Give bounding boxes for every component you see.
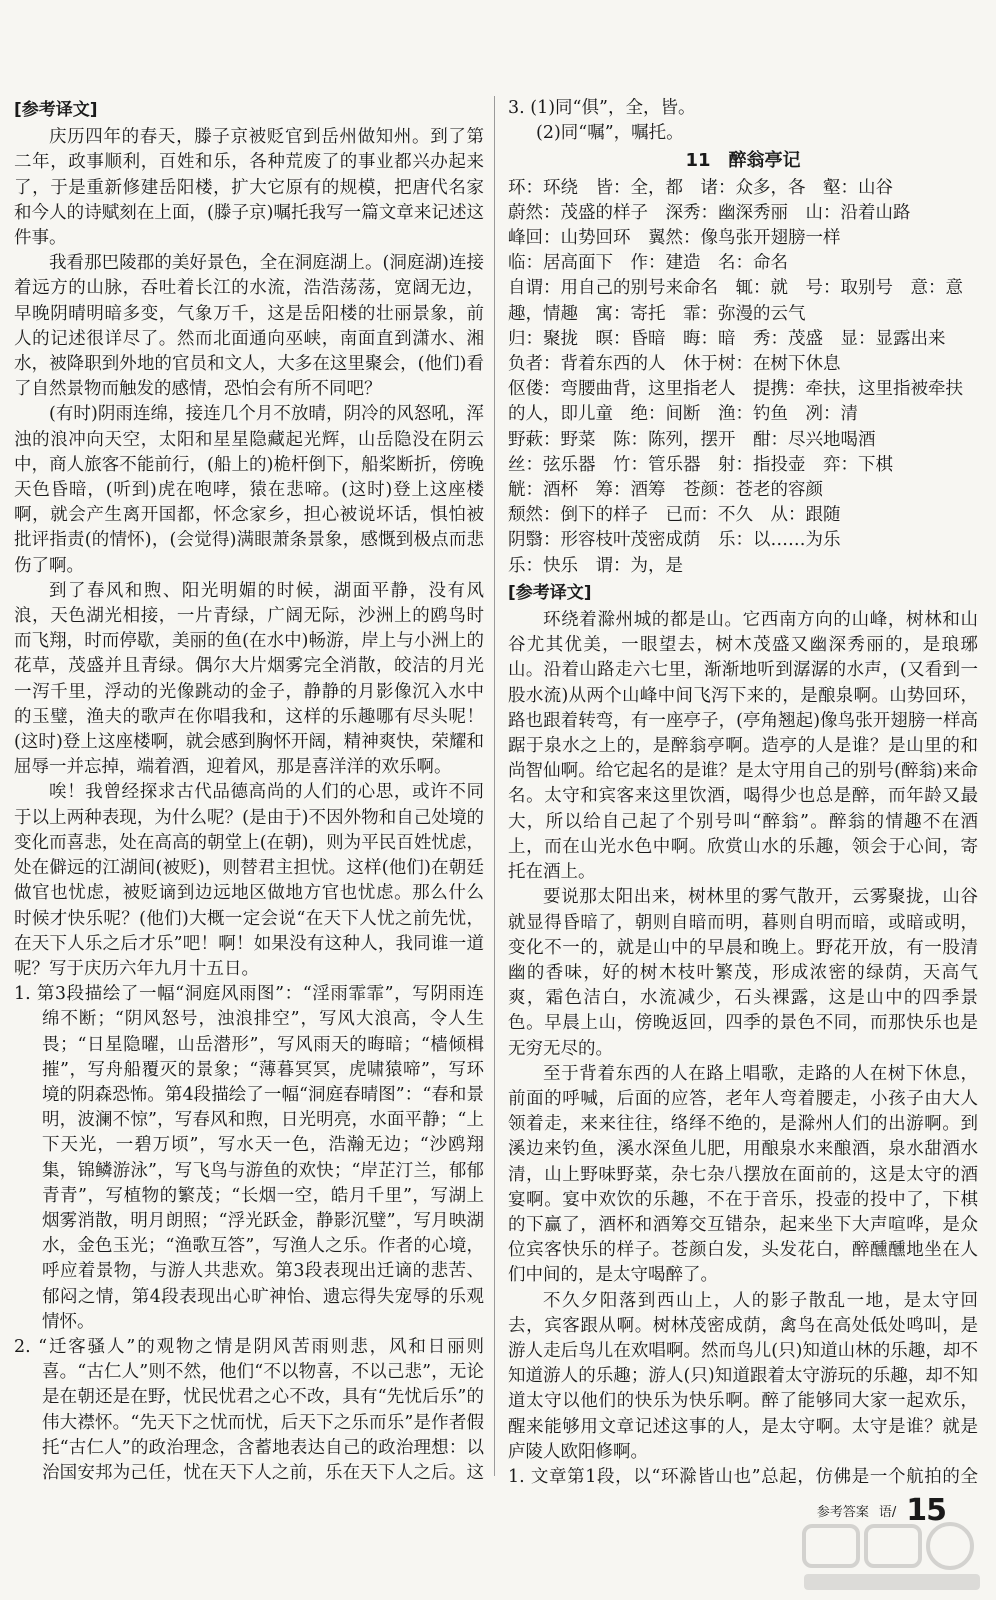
glossary-line: 自谓：用自己的别号来命名 辄：就 号：取别号 意：意趣，情趣 寓：寄托 霏：弥漫的云气 [508,278,963,324]
answer-item-3: 3. (1)同“俱”，全，皆。 [508,98,696,118]
left-paragraph: (有时)阴雨连绵，接连几个月不放晴，阴冷的风怒吼，浑浊的浪冲向天空，太阳和星星隐藏起光辉，山岳隐没在阴云中，商人旅客不能前行，(船上的)桅杆倒下，船桨断折，傍晚天色昏暗，(听到)虎在咆哮，猿在悲啼。(这时)登上这座楼啊，就会产生离开国都，怀念家乡，担心被说坏话，惧怕被批评指责(的情怀)，(会觉得)满眼萧条景象，感慨到极点而悲伤了啊。 [14,404,484,576]
left-paragraph: 我看那巴陵郡的美好景色，全在洞庭湖上。(洞庭湖)连接着远方的山脉，吞吐着长江的水流，浩浩荡荡，宽阔无边，早晚阴晴明暗多变，气象万千，这是岳阳楼的壮丽景象，前人的记述很详尽了。然而北面通向巫峡，南面直到潇水、湘水，被降职到外地的官员和文人，大多在这里聚会，(他们)看了自然景物而触发的感情，恐怕会有所不同吧？ [14,253,484,400]
glossary-line: 归：聚拢 暝：昏暗 晦：暗 秀：茂盛 显：显露出来 负者：背着东西的人 休于树：在树下休息 [508,328,963,375]
answer-item-2: 2. “迁客骚人”的观物之情是阴风苦雨则悲，风和日丽则喜。“古仁人”则不然，他们“不以物喜，不以己悲”，无论是在朝还是在野，忧民忧君之心不改，具有“先忧后乐”的伟大襟怀。“先天下之忧而忧，后天下之乐而乐”是作者假托“古仁人”的政治理念，含蓄地表达自己的政治理想：以治国安邦为己任，忧在天下人之前，乐在天下人之后。这 [14,1336,484,1483]
right-translation-heading: [参考译文] [508,582,592,603]
left-column [14,96,484,1486]
footer-label: 参考答案 [816,1504,869,1520]
glossary-line: 环：环绕 皆：全，都 诸：众多，各 壑：山谷 [508,177,893,198]
watermark-logo-icon [800,1520,990,1596]
right-column [508,96,978,1486]
footer-subject: 语/ [878,1504,897,1520]
glossary-line: 乐：快乐 谓：为，是 [508,555,683,576]
right-paragraph: 至于背着东西的人在路上唱歌，走路的人在树下休息，前面的呼喊，后面的应答，老年人弯着腰走，小孩子由大人领着走，来来往往，络绎不绝的，是滁州人们的出游啊。到溪边来钓鱼，溪水深鱼儿肥，用酿泉水来酿酒，泉水甜酒水清，山上野味野菜，杂七杂八摆放在面前的，这是太守的酒宴啊。宴中欢饮的乐趣，不在于音乐，投壶的投中了，下棋的下赢了，酒杯和酒筹交互错杂，起来坐下大声喧哗，是众位宾客快乐的样子。苍颜白发，头发花白，醉醺醺地坐在人们中间的，是太守喝醉了。 [508,1063,978,1286]
left-translation-heading: [参考译文] [14,100,98,120]
left-paragraph: 唉！我曾经探求古代品德高尚的人们的心思，或许不同于以上两种表现，为什么呢？(是由于)不因外物和自己处境的变化而喜悲，处在高高的朝堂上(在朝)，则为平民百姓忧虑，处在僻远的江湖间(被贬)，则替君主担忧。这样(他们)在朝廷做官也忧虑，被贬谪到边远地区做地方官也忧虑。那么什么时候才快乐呢？(他们)大概一定会说“在天下人忧之前先忧，在天下人乐之后才乐”吧！啊！如果没有这种人，我同谁一道呢？写于庆历六年九月十五日。 [14,782,484,979]
glossary-line: 野蔌：野菜 陈：陈列，摆开 酣：尽兴地喝酒 [508,429,876,450]
page-number: 15 [906,1492,946,1528]
right-paragraph: 环绕着滁州城的都是山。它西南方向的山峰，树林和山谷尤其优美，一眼望去，树木茂盛又幽深秀丽的，是琅琊山。沿着山路走六七里，渐渐地听到潺潺的水声，(又看到一股水流)从两个山峰中间飞泻下来的，是酿泉啊。山势回环，路也跟着转弯，有一座亭子，(亭角翘起)像鸟张开翅膀一样高踞于泉水之上的，是醉翁亭啊。造亭的人是谁？是山里的和尚智仙啊。给它起名的是谁？是太守用自己的别号(醉翁)来命名。太守和宾客来这里饮酒，喝得少也总是醉，而年龄又最大，所以给自己起了个别号叫“醉翁”。醉翁的情趣不在酒上，而在山光水色中啊。欣赏山水的乐趣，领会于心间，寄托在酒上。 [508,610,978,883]
answer-item-1: 1. 第3段描绘了一幅“洞庭风雨图”：“淫雨霏霏”，写阴雨连绵不断；“阴风怒号，浊浪排空”，写风大浪高，令人生畏；“日星隐曜，山岳潜形”，写风雨天的晦暗；“樯倾楫摧”，写舟船覆灭的景象；“薄暮冥冥，虎啸猿啼”，写环境的阴森恐怖。第4段描绘了一幅“洞庭春晴图”：“春和景明，波澜不惊”，写春风和煦，日光明亮，水面平静；“上下天光，一碧万顷”，写水天一色，浩瀚无边；“沙鸥翔集，锦鳞游泳”，写飞鸟与游鱼的欢快；“岸芷汀兰，郁郁青青”，写植物的繁茂；“长烟一空，皓月千里”，写湖上烟雾消散，明月朗照；“浮光跃金，静影沉璧”，写月映湖水，金色玉光；“渔歌互答”，写渔人之乐。作者的心境，呼应着景物，与游人共悲欢。第3段表现出迁谪的悲苦、郁闷之情，第4段表现出心旷神怡、遗忘得失宠辱的乐观情怀。 [14,984,484,1332]
left-paragraph: 到了春风和煦、阳光明媚的时候，湖面平静，没有风浪，天色湖光相接，一片青绿，广阔无际，沙洲上的鸥鸟时而飞翔，时而停歇，美丽的鱼(在水中)畅游，岸上与小洲上的花草，茂盛并且青绿。偶尔大片烟雾完全消散，皎洁的月光一泻千里，浮动的光像跳动的金子，静静的月影像沉入水中的玉璧，渔夫的歌声在你唱我和，这样的乐趣哪有尽头呢！(这时)登上这座楼啊，就会感到胸怀开阔，精神爽快，荣耀和屈辱一并忘掉，端着酒，迎着风，那是喜洋洋的欢乐啊。 [14,580,484,778]
glossary-line: 峰回：山势回环 翼然：像鸟张开翅膀一样 [508,228,841,249]
right-paragraph: 要说那太阳出来，树林里的雾气散开，云雾聚拢，山谷就显得昏暗了，朝则自暗而明，暮则自明而暗，或暗或明，变化不一的，就是山中的早晨和晚上。野花开放，有一股清幽的香味，好的树木枝叶繁茂，形成浓密的绿荫，天高气爽，霜色洁白，水流减少，石头裸露，这是山中的四季景色。早晨上山，傍晚返回，四季的景色不同，而那快乐也是无穷无尽的。 [508,887,978,1059]
glossary-line: 颓然：倒下的样子 已而：不久 从：跟随 [508,505,841,526]
column-divider [494,96,495,1476]
glossary-line: 阴翳：形容枝叶茂密成荫 乐：以……为乐 [508,530,841,551]
answer-item-3-sub: (2)同“嘱”，嘱托。 [536,123,684,144]
glossary-line: 临：居高面下 作：建造 名：命名 [508,253,788,274]
answer-item-1-right: 1. 文章第1段，以“环滁皆山也”总起，仿佛是一个航拍的全 [508,1466,978,1486]
glossary-line: 丝：弦乐器 竹：管乐器 射：指投壶 弈：下棋 [508,454,893,475]
left-paragraph: 庆历四年的春天，滕子京被贬官到岳州做知州。到了第二年，政事顺利，百姓和乐，各种荒废了的事业都兴办起来了，于是重新修建岳阳楼，扩大它原有的规模，把唐代名家和今人的诗赋刻在上面，(滕子京)嘱托我写一篇文章来记述这件事。 [14,127,484,249]
glossary-line: 蔚然：茂盛的样子 深秀：幽深秀丽 山：沿着山路 [508,202,911,223]
glossary-line: 觥：酒杯 筹：酒筹 苍颜：苍老的容颜 [508,480,823,501]
right-paragraph: 不久夕阳落到西山上，人的影子散乱一地，是太守回去，宾客跟从啊。树林茂密成荫，禽鸟在高处低处鸣叫，是游人走后鸟儿在欢唱啊。然而鸟儿(只)知道山林的乐趣，却不知道游人的乐趣；游人(只)知道跟着太守游玩的乐趣，却不知道太守以他们的快乐为快乐啊。醉了能够同大家一起欢乐，醒来能够用文章记述这事的人，是太守啊。太守是谁？就是庐陵人欧阳修啊。 [508,1290,978,1462]
glossary-line: 伛偻：弯腰曲背，这里指老人 提携：牵扶，这里指被牵扶的人，即儿童 绝：间断 渔：钓鱼 冽：清 [508,379,963,425]
section-title: 11 醉翁亭记 [685,150,801,172]
